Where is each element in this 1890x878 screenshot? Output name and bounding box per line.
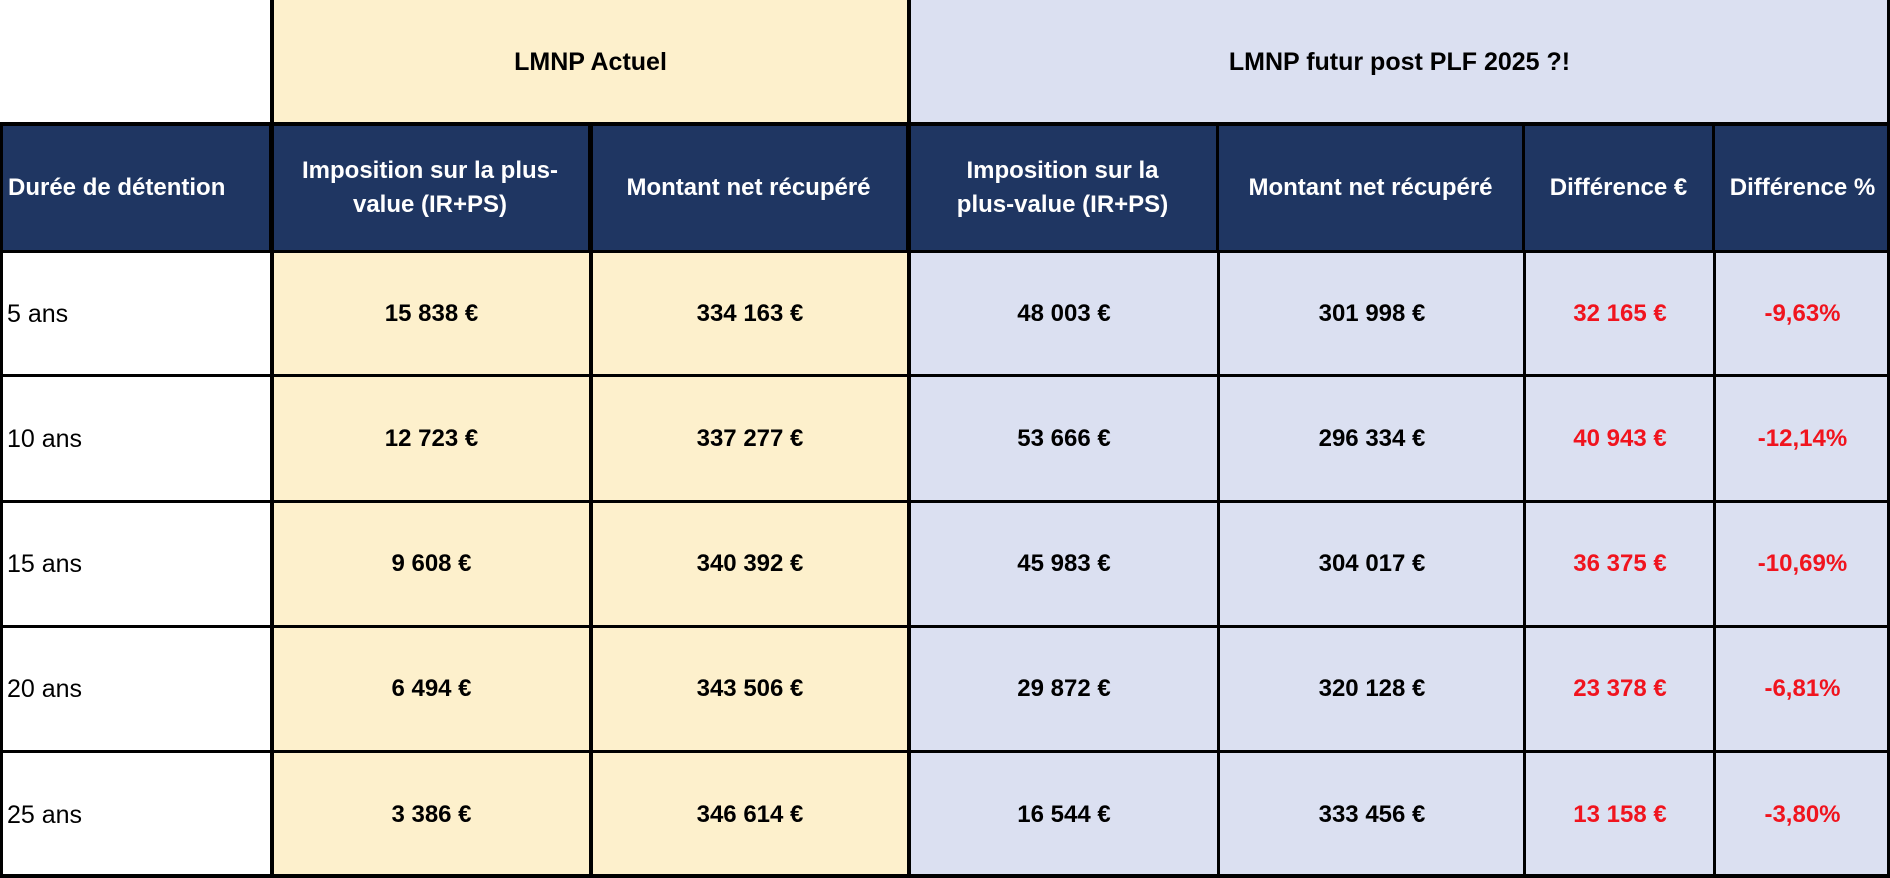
grid-line [907,0,911,878]
row-diff-pct: -6,81% [1715,626,1890,752]
group-header-current: LMNP Actuel [272,0,909,123]
row-future-tax: 45 983 € [909,501,1219,626]
grid-line [0,625,1890,628]
row-current-tax: 15 838 € [272,251,591,376]
row-future-net: 304 017 € [1219,501,1525,626]
row-future-tax: 48 003 € [909,251,1219,376]
column-header-diff-pct: Différence % [1715,125,1890,251]
row-future-net: 301 998 € [1219,251,1525,376]
row-duration: 10 ans [0,376,272,501]
grid-line [1523,250,1526,878]
row-future-tax: 16 544 € [909,752,1219,878]
grid-line [0,750,1890,753]
row-diff-eur: 13 158 € [1525,752,1715,878]
grid-line [0,374,1890,377]
column-header-duration: Durée de détention [0,125,272,251]
row-duration: 15 ans [0,501,272,626]
row-current-tax: 6 494 € [272,626,591,752]
grid-line [0,122,1890,126]
row-diff-eur: 32 165 € [1525,251,1715,376]
row-future-tax: 53 666 € [909,376,1219,501]
column-header-current-tax: Imposition sur la plus-value (IR+PS) [272,125,591,251]
column-header-diff-eur: Différence € [1525,125,1715,251]
row-diff-eur: 23 378 € [1525,626,1715,752]
row-current-net: 343 506 € [591,626,909,752]
row-diff-pct: -12,14% [1715,376,1890,501]
row-diff-pct: -10,69% [1715,501,1890,626]
row-diff-pct: -9,63% [1715,251,1890,376]
corner-empty-cell [0,0,272,123]
grid-line [589,125,593,878]
grid-line [270,0,274,878]
row-future-net: 320 128 € [1219,626,1525,752]
row-future-net: 333 456 € [1219,752,1525,878]
grid-line [0,874,1890,878]
row-current-tax: 12 723 € [272,376,591,501]
column-header-future-tax: Imposition sur la plus-value (IR+PS) [909,125,1219,251]
row-duration: 5 ans [0,251,272,376]
row-future-tax: 29 872 € [909,626,1219,752]
row-diff-pct: -3,80% [1715,752,1890,878]
row-current-net: 346 614 € [591,752,909,878]
row-diff-eur: 36 375 € [1525,501,1715,626]
grid-line [0,122,3,878]
grid-line [1217,250,1220,878]
grid-line [1713,250,1716,878]
column-header-future-net: Montant net récupéré [1219,125,1525,251]
row-current-net: 337 277 € [591,376,909,501]
row-current-tax: 3 386 € [272,752,591,878]
grid-line [0,250,1890,253]
grid-line [0,500,1890,503]
row-current-net: 340 392 € [591,501,909,626]
row-duration: 20 ans [0,626,272,752]
row-diff-eur: 40 943 € [1525,376,1715,501]
row-duration: 25 ans [0,752,272,878]
group-header-future: LMNP futur post PLF 2025 ?! [909,0,1890,123]
column-header-current-net: Montant net récupéré [591,125,909,251]
row-future-net: 296 334 € [1219,376,1525,501]
row-current-net: 334 163 € [591,251,909,376]
row-current-tax: 9 608 € [272,501,591,626]
